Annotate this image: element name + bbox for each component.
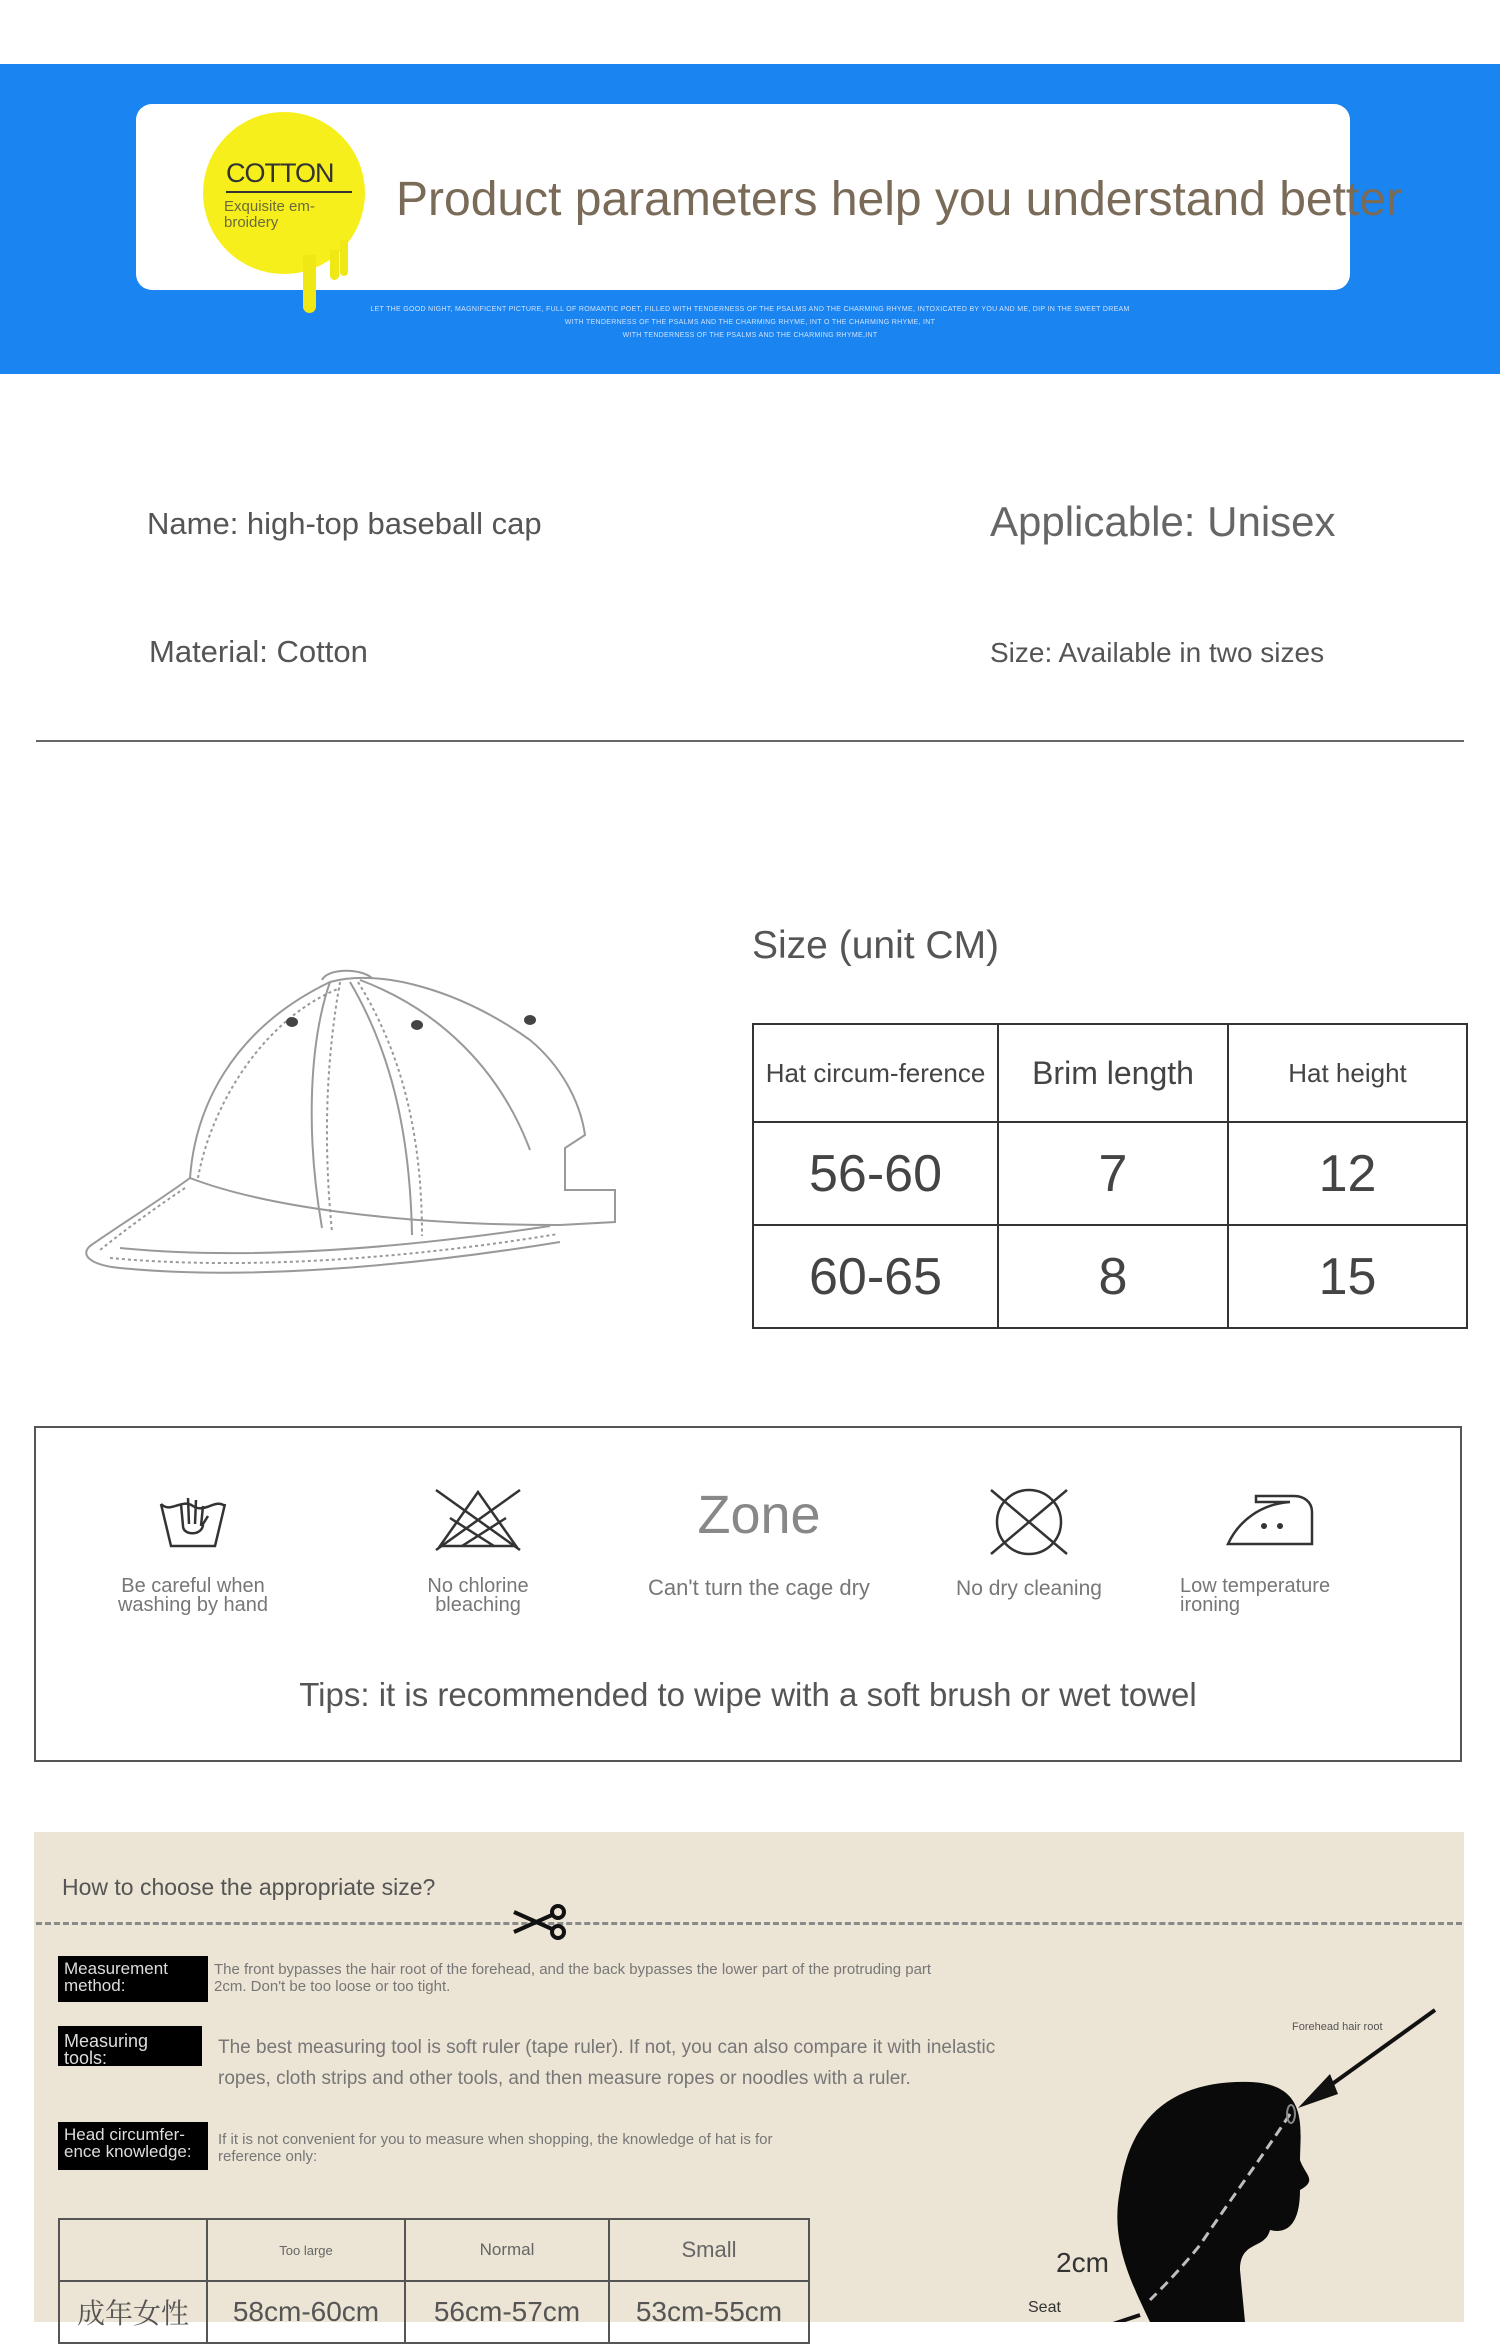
care-label: Can't turn the cage dry [648, 1575, 870, 1600]
distance-label: 2cm [1056, 2247, 1109, 2278]
product-material: Material: Cotton [149, 634, 368, 669]
table-row [753, 1225, 1467, 1328]
care-item-tumble-dry [634, 1484, 884, 1600]
table-row [59, 2219, 809, 2281]
seat-label: Seat [1028, 2299, 1061, 2316]
measure-title: How to choose the appropriate size? [62, 1874, 436, 1900]
care-label: No dry cleaning [956, 1577, 1102, 1600]
baseball-cap-illustration [60, 950, 630, 1300]
table-cell: Normal [405, 2219, 609, 2281]
care-item-low-iron [1180, 1484, 1360, 1615]
table-row [753, 1122, 1467, 1225]
size-header-circumference: Hat circum-ference [753, 1024, 998, 1122]
measuring-tools-tag: Measuring tools: [58, 2026, 202, 2066]
table-cell: 56cm-57cm [405, 2281, 609, 2343]
hand-wash-icon [153, 1484, 233, 1554]
banner-title: Product parameters help you understand better [396, 173, 1402, 226]
table-cell: 成年女性 [59, 2281, 207, 2343]
table-cell: Small [609, 2219, 809, 2281]
care-item-no-dry-clean [938, 1484, 1120, 1598]
care-item-hand-wash [103, 1484, 283, 1615]
product-size: Size: Available in two sizes [990, 637, 1325, 668]
product-applicable: Applicable: Unisex [990, 498, 1336, 545]
table-cell: 15 [1228, 1225, 1467, 1328]
no-dry-clean-icon [979, 1484, 1079, 1560]
head-knowledge-tag: Head circumfer-ence knowledge: [58, 2122, 208, 2170]
size-table-header [753, 1024, 1467, 1122]
table-cell: 58cm-60cm [207, 2281, 405, 2343]
care-tips: Tips: it is recommended to wipe with a soft brush or wet towel [299, 1676, 1197, 1713]
badge-title: COTTON [226, 158, 352, 193]
care-label: No chlorine bleaching [427, 1575, 529, 1616]
measurement-method-text: The front bypasses the hair root of the forehead, and the back bypasses the lower part of the protruding part 2cm. Don't be too loose or too tight. [214, 1961, 932, 1995]
banner-fine-print: WITH TENDERNESS OF THE PSALMS AND THE CHARMING RHYME,INT [622, 332, 878, 339]
table-cell: 8 [998, 1225, 1228, 1328]
table-cell: Too large [207, 2219, 405, 2281]
banner-fine-print: WITH TENDERNESS OF THE PSALMS AND THE CHARMING RHYME, INT O THE CHARMING RHYME, INT [564, 319, 936, 326]
size-chart-title: Size (unit CM) [752, 924, 1000, 967]
head-size-table [58, 2218, 810, 2344]
table-cell: 60-65 [753, 1225, 998, 1328]
head-knowledge-text: If it is not convenient for you to measure when shopping, the knowledge of hat is for reference only: [218, 2131, 773, 2165]
care-label: Low temperature ironing [1180, 1575, 1331, 1616]
care-label: Be careful when washing by hand [117, 1575, 269, 1616]
badge-drip [340, 240, 348, 276]
table-cell: 12 [1228, 1122, 1467, 1225]
measuring-tools-text: The best measuring tool is soft ruler (tape ruler). If not, you can also compare it with inelastic ropes, cloth strips and other tools, and then measure ropes or noodles with a ruler. [218, 2037, 996, 2089]
table-cell [59, 2219, 207, 2281]
zone-text: Zone [697, 1485, 821, 1545]
care-item-no-bleach [388, 1484, 568, 1615]
divider [36, 740, 1464, 742]
table-cell: 56-60 [753, 1122, 998, 1225]
no-bleach-icon [428, 1484, 528, 1554]
forehead-label: Forehead hair root [1292, 2021, 1383, 2033]
head-measure-diagram [1000, 1990, 1460, 2322]
badge-drip [303, 255, 316, 313]
table-cell: 7 [998, 1122, 1228, 1225]
cut-line [36, 1922, 1462, 1925]
size-table [752, 1023, 1468, 1329]
low-iron-icon [1220, 1484, 1320, 1554]
scissors-icon [508, 1902, 572, 1942]
size-header-brim: Brim length [998, 1024, 1228, 1122]
product-name: Name: high-top baseball cap [147, 506, 542, 541]
measurement-method-tag: Measurement method: [58, 1956, 208, 2002]
badge-subtitle: Exquisite em-broidery [224, 198, 315, 231]
table-cell: 53cm-55cm [609, 2281, 809, 2343]
table-row [59, 2281, 809, 2343]
size-header-height: Hat height [1228, 1024, 1467, 1122]
badge-drip [330, 250, 339, 280]
banner-fine-print: LET THE GOOD NIGHT, MAGNIFICENT PICTURE, FULL OF ROMANTIC POET, FILLED WITH TENDERNESS OF THE PSALMS AND THE CHARMING RHYME, INTOXICATED BY YOU AND ME, DIP IN THE SWEET DREAM [370, 306, 1130, 313]
